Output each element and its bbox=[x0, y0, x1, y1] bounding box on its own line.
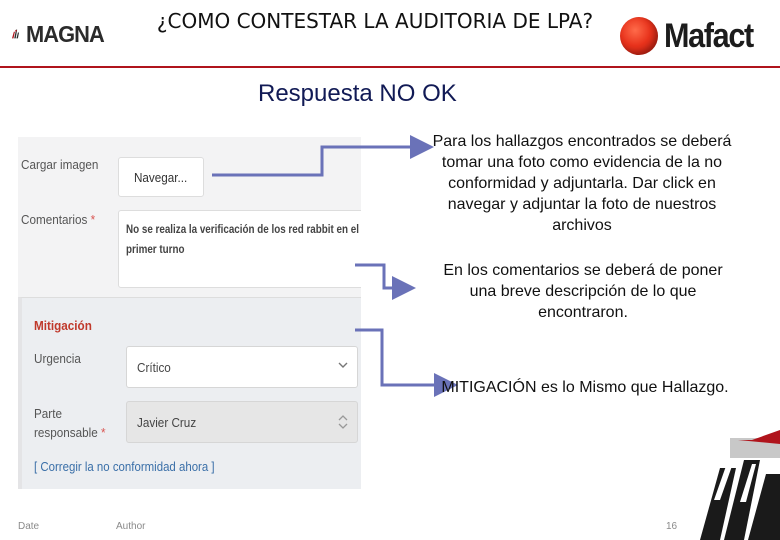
comments-value-line1: No se realiza la verificación de los red rabbit en el bbox=[126, 222, 359, 236]
comments-value-line2: primer turno bbox=[126, 242, 185, 256]
urgency-value: Crítico bbox=[137, 359, 171, 375]
corner-decoration bbox=[690, 410, 780, 540]
upload-image-label: Cargar imagen bbox=[21, 157, 99, 172]
note-comments: En los comentarios se deberá de poner una breve descripción de lo que encontraron. bbox=[443, 262, 723, 321]
required-mark: * bbox=[90, 212, 96, 227]
owner-label-line1: Parte bbox=[34, 406, 62, 421]
owner-label bbox=[34, 404, 106, 442]
owner-value: Javier Cruz bbox=[137, 414, 197, 430]
magna-logo-text: MAGNA bbox=[26, 20, 104, 47]
mitigation-title: Mitigación bbox=[34, 318, 92, 333]
urgency-select[interactable] bbox=[126, 346, 358, 388]
mafact-logo bbox=[620, 10, 772, 62]
correct-nonconformity-link[interactable]: [ Corregir la no conformidad ahora ] bbox=[34, 459, 215, 474]
slide-title: ¿COMO CONTESTAR LA AUDITORIA DE LPA? bbox=[156, 9, 594, 33]
note-mitigation: MITIGACIÓN es lo Mismo que Hallazgo. bbox=[441, 379, 729, 396]
comments-label bbox=[21, 212, 95, 227]
header-divider bbox=[0, 66, 780, 68]
audit-form-panel bbox=[18, 137, 361, 489]
browse-button-label: Navegar... bbox=[134, 169, 188, 185]
owner-select[interactable] bbox=[126, 401, 358, 443]
connector-comments bbox=[355, 265, 410, 288]
owner-label-line2: responsable bbox=[34, 425, 98, 440]
comments-textarea[interactable] bbox=[118, 210, 361, 288]
comments-label-text: Comentarios bbox=[21, 212, 88, 227]
note-upload: Para los hallazgos encontrados se deberá tomar una foto como evidencia de la no conformidad y adjuntarla. Dar click en navegar y adjuntar la foto de nuestros archivos bbox=[432, 133, 732, 234]
magna-logo bbox=[12, 18, 106, 50]
chevron-updown-icon bbox=[337, 414, 349, 430]
mafact-logo-icon bbox=[620, 17, 658, 55]
footer-page-number: 16 bbox=[666, 521, 678, 532]
mafact-logo-text: Mafact bbox=[664, 16, 753, 55]
required-mark: * bbox=[101, 425, 106, 440]
chevron-down-icon bbox=[337, 359, 349, 371]
magna-logo-icon bbox=[12, 22, 20, 46]
slide-subtitle: Respuesta NO OK bbox=[258, 80, 457, 107]
mitigation-section bbox=[18, 297, 361, 489]
footer-date: Date bbox=[18, 521, 40, 532]
slide-header bbox=[0, 0, 780, 68]
connector-mitigation bbox=[355, 330, 452, 385]
footer-author: Author bbox=[116, 521, 146, 532]
urgency-label: Urgencia bbox=[34, 351, 81, 366]
browse-button[interactable] bbox=[118, 157, 204, 197]
